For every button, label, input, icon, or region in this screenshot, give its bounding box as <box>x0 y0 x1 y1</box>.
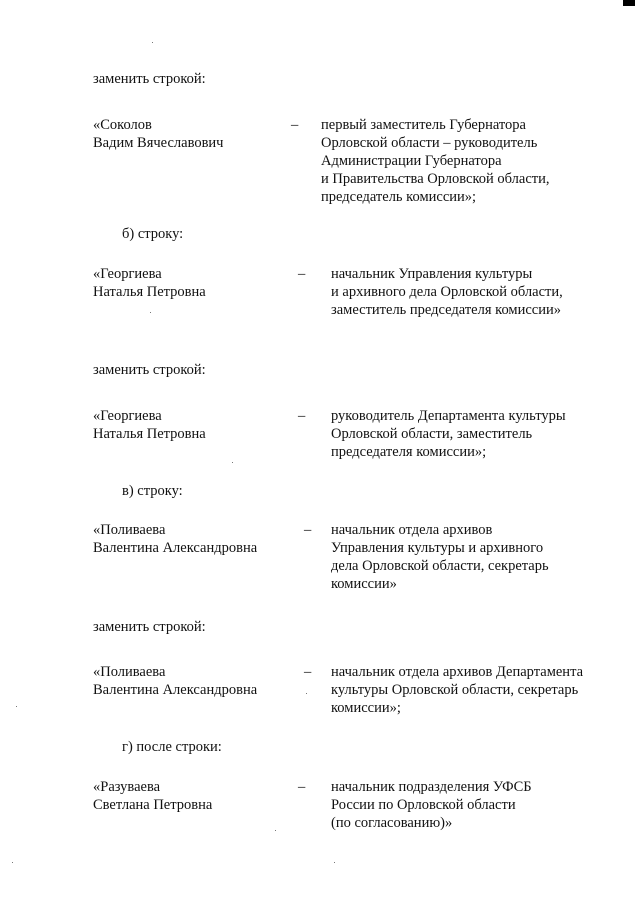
subitem-v: в) строку: <box>122 483 183 499</box>
replace-heading-3: заменить строкой: <box>93 619 206 635</box>
entry-6-desc-line-2: России по Орловской области <box>331 797 516 813</box>
entry-1-desc-line-3: Администрации Губернатора <box>321 153 502 169</box>
entry-4-dash: – <box>304 522 312 538</box>
entry-6-name <box>93 778 212 814</box>
scan-speck <box>12 862 13 863</box>
entry-1-dash: – <box>291 117 299 133</box>
entry-1-name-line-2: Вадим Вячеславович <box>93 135 224 151</box>
entry-6-description <box>331 778 532 832</box>
entry-5-dash: – <box>304 664 312 680</box>
entry-2-name-line-1: «Георгиева <box>93 266 162 282</box>
entry-5-name <box>93 663 257 699</box>
entry-6-desc-line-3: (по согласованию)» <box>331 815 453 831</box>
replace-heading-2: заменить строкой: <box>93 362 206 378</box>
entry-5-name-line-1: «Поливаева <box>93 664 166 680</box>
entry-2-name <box>93 265 206 301</box>
subitem-g: г) после строки: <box>122 739 222 755</box>
entry-3-description <box>331 407 566 461</box>
entry-4-description <box>331 521 549 593</box>
entry-3-desc-line-1: руководитель Департамента культуры <box>331 408 566 424</box>
entry-2-desc-line-3: заместитель председателя комиссии» <box>331 302 562 318</box>
entry-4-name-line-1: «Поливаева <box>93 522 166 538</box>
entry-3-dash: – <box>298 408 306 424</box>
entry-5-name-line-2: Валентина Александровна <box>93 682 258 698</box>
scan-corner-mark <box>623 0 635 6</box>
entry-5-desc-line-1: начальник отдела архивов Департамента <box>331 664 584 680</box>
scan-speck <box>152 42 153 43</box>
entry-2-desc-line-2: и архивного дела Орловской области, <box>331 284 563 300</box>
entry-1-description <box>321 116 550 206</box>
entry-1-desc-line-1: первый заместитель Губернатора <box>321 117 526 133</box>
entry-6-name-line-2: Светлана Петровна <box>93 797 213 813</box>
entry-6-desc-line-1: начальник подразделения УФСБ <box>331 779 532 795</box>
subitem-b: б) строку: <box>122 226 184 242</box>
entry-1-desc-line-5: председатель комиссии»; <box>321 189 477 205</box>
replace-heading-1: заменить строкой: <box>93 71 206 87</box>
entry-5-desc-line-3: комиссии»; <box>331 700 401 716</box>
entry-5-desc-line-2: культуры Орловской области, секретарь <box>331 682 579 698</box>
scan-speck <box>306 693 307 694</box>
entry-1-desc-line-2: Орловской области – руководитель <box>321 135 538 151</box>
entry-4-desc-line-3: дела Орловской области, секретарь <box>331 558 549 574</box>
entry-3-name-line-2: Наталья Петровна <box>93 426 206 442</box>
scan-speck <box>275 830 276 831</box>
scan-speck <box>150 312 151 313</box>
entry-5-description <box>331 663 583 717</box>
entry-1-name <box>93 116 223 152</box>
entry-3-name <box>93 407 206 443</box>
entry-4-name <box>93 521 257 557</box>
entry-4-desc-line-2: Управления культуры и архивного <box>331 540 544 556</box>
entry-3-desc-line-3: председателя комиссии»; <box>331 444 487 460</box>
entry-1-desc-line-4: и Правительства Орловской области, <box>321 171 550 187</box>
scan-speck <box>334 862 335 863</box>
entry-6-dash: – <box>298 779 306 795</box>
entry-6-name-line-1: «Разуваева <box>93 779 161 795</box>
entry-3-desc-line-2: Орловской области, заместитель <box>331 426 533 442</box>
entry-1-name-line-1: «Соколов <box>93 117 152 133</box>
entry-2-name-line-2: Наталья Петровна <box>93 284 206 300</box>
scan-speck <box>16 706 17 707</box>
entry-2-desc-line-1: начальник Управления культуры <box>331 266 533 282</box>
entry-4-desc-line-1: начальник отдела архивов <box>331 522 493 538</box>
entry-2-dash: – <box>298 266 306 282</box>
entry-2-description <box>331 265 563 319</box>
entry-4-name-line-2: Валентина Александровна <box>93 540 258 556</box>
entry-3-name-line-1: «Георгиева <box>93 408 162 424</box>
entry-4-desc-line-4: комиссии» <box>331 576 397 592</box>
scan-speck <box>232 462 233 463</box>
